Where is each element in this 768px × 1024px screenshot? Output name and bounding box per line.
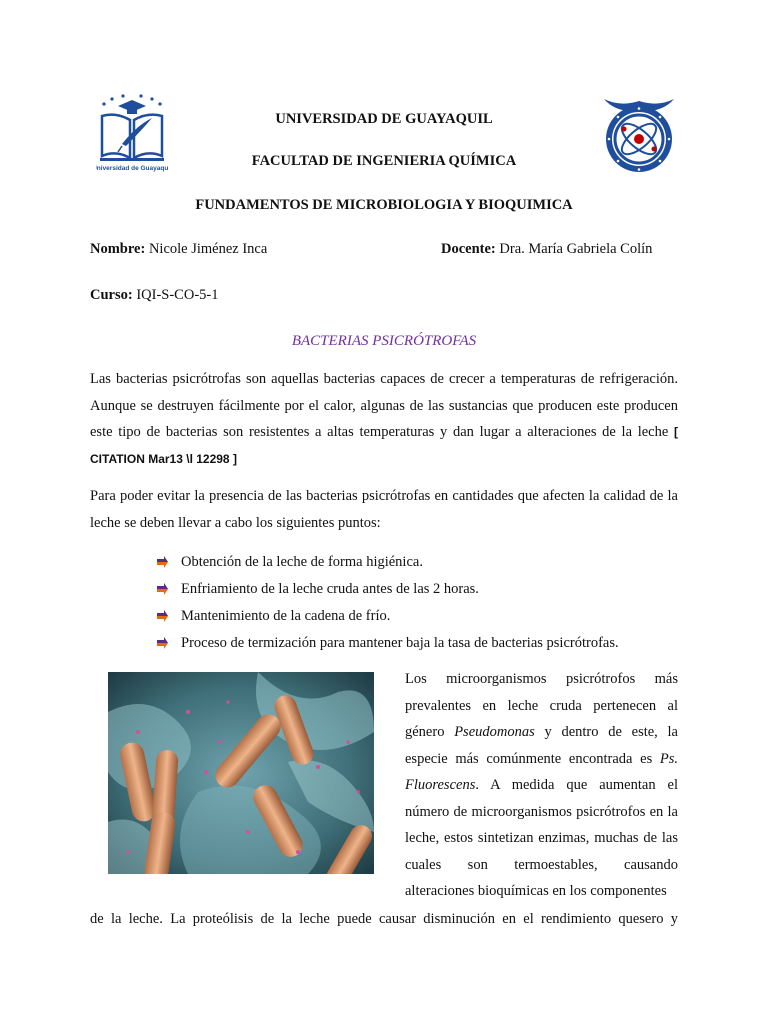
list-item-text: Obtención de la leche de forma higiénica. [181, 554, 423, 570]
name-label: Nombre: [90, 241, 146, 257]
course-code-line [90, 287, 218, 304]
list-item [155, 576, 619, 603]
name-value: Nicole Jiménez Inca [148, 241, 268, 257]
course-value: IQI-S-CO-5-1 [136, 287, 219, 303]
list-item [155, 630, 619, 657]
list-item-text: Proceso de termización para mantener baja la tasa de bacterias psicrótrofas. [181, 635, 619, 651]
list-item [155, 603, 619, 630]
list-item-text: Enfriamiento de la leche cruda antes de las 2 horas. [181, 581, 479, 597]
teacher-value: Dra. María Gabriela Colín [499, 241, 653, 257]
list-item-text: Mantenimiento de la cadena de frío. [181, 608, 391, 624]
teacher-label: Docente: [441, 241, 496, 257]
intro-text: Las bacterias psicrótrofas son aquellas bacterias capaces de crecer a temperaturas de refrigeración. Aunque se destruyen fácilmente por el calor, algunas de las sustancias que producen este producen este tipo de bacterias son resistentes a altas temperaturas y dan lugar a alteraciones de la leche [90, 371, 678, 440]
teacher-line [441, 241, 652, 258]
university-logo-caption: Universidad de Guayaquil [96, 165, 168, 172]
bacteria-micrograph [108, 672, 374, 874]
side-para-text-3: . A medida que aumentan el número de microorganismos psicrótrofos en la leche, estos sintetizan enzimas, muchas de las cuales son termoestables, causando alteraciones bioquímicas en los componentes [405, 777, 678, 899]
document-title: BACTERIAS PSICRÓTROFAS [291, 333, 477, 349]
faculty-name: FACULTAD DE INGENIERIA QUÍMICA [251, 153, 517, 169]
species-name: Ps. Fluorescens [405, 750, 678, 793]
arrow-bullet-icon [155, 636, 169, 650]
university-name: UNIVERSIDAD DE GUAYAQUIL [275, 111, 493, 127]
student-name-line [90, 241, 267, 258]
arrow-bullet-icon [155, 582, 169, 596]
arrow-bullet-icon [155, 555, 169, 569]
list-item [155, 549, 619, 576]
prevention-list [155, 549, 619, 657]
course-title: FUNDAMENTOS DE MICROBIOLOGIA Y BIOQUIMICA [195, 197, 573, 213]
side-para-text-1: Los microorganismos psicrótrofos más prevalentes en leche cruda pertenecen al género [405, 671, 678, 740]
side-para-text-2: y dentro de este, la especie más comúnmente encontrada es [405, 724, 678, 767]
genus-name: Pseudomonas [454, 724, 535, 740]
citation-field: [ CITATION Mar13 \l 12298 ] [90, 425, 679, 466]
continuation-line: de la leche. La proteólisis de la leche puede causar disminución en el rendimiento quesero y [90, 911, 678, 927]
arrow-bullet-icon [155, 609, 169, 623]
intro-paragraph [90, 366, 678, 472]
course-label: Curso: [90, 287, 133, 303]
prevention-paragraph: Para poder evitar la presencia de las bacterias psicrótrofas en cantidades que afecten la calidad de la leche se deben llevar a cabo los siguientes puntos: [90, 488, 678, 531]
psychrotroph-paragraph [405, 666, 678, 905]
